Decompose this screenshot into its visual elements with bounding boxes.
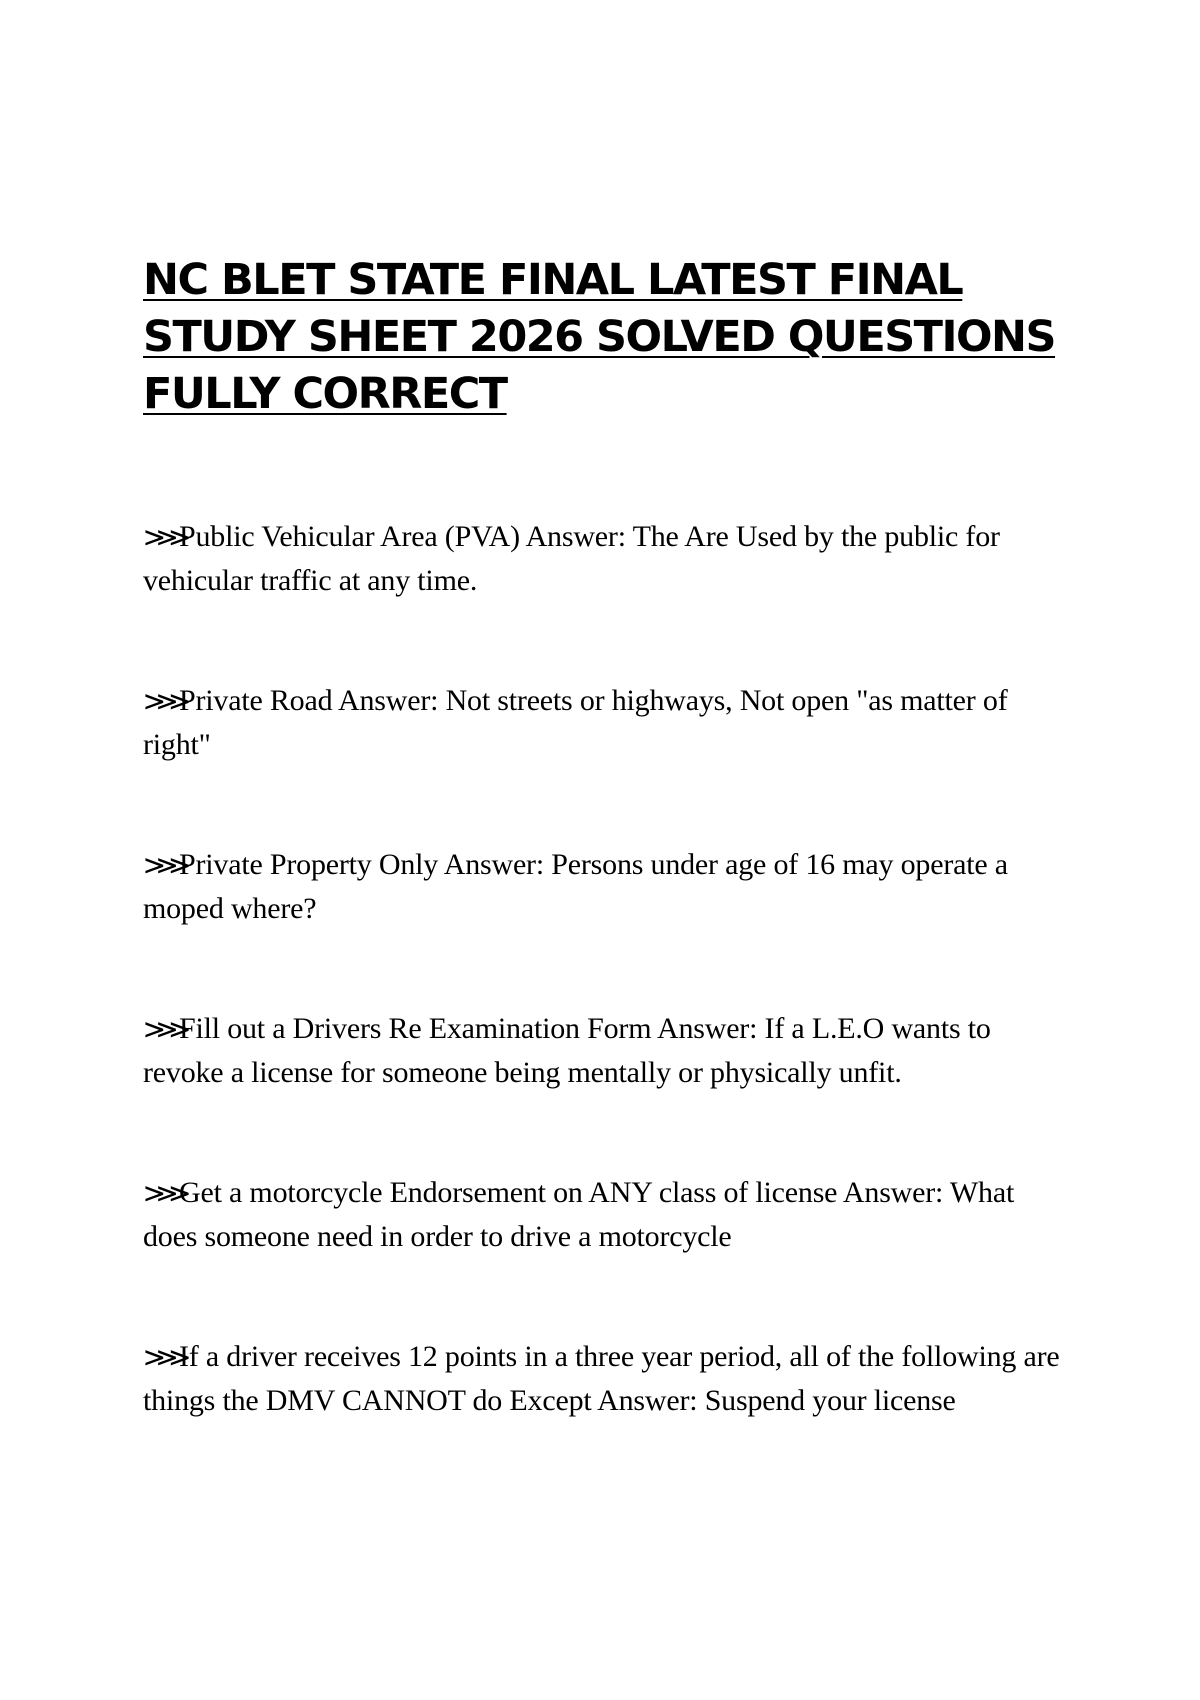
qa-item-4 (143, 1007, 1063, 1094)
qa-text: Private Road Answer: Not streets or highways, Not open "as matter of right" (143, 684, 1008, 761)
qa-item-6 (143, 1335, 1063, 1422)
qa-text: Get a motorcycle Endorsement on ANY class of license Answer: What does someone need in order to drive a motorcycle (143, 1176, 1015, 1253)
arrow-bullet-icon: ⋙ (143, 687, 191, 716)
qa-text: If a driver receives 12 points in a three year period, all of the following are things the DMV CANNOT do Except Answer: Suspend your license (143, 1340, 1060, 1417)
arrow-bullet-icon: ⋙ (143, 1015, 191, 1044)
qa-item-5 (143, 1171, 1063, 1258)
qa-list (143, 515, 1063, 1499)
qa-text: Private Property Only Answer: Persons under age of 16 may operate a moped where? (143, 848, 1008, 925)
qa-item-3 (143, 843, 1063, 930)
title-line-3: FULLY CORRECT (143, 369, 507, 419)
arrow-bullet-icon: ⋙ (143, 1343, 191, 1372)
title-line-2: STUDY SHEET 2026 SOLVED QUESTIONS (143, 312, 1056, 362)
qa-item-1 (143, 515, 1063, 602)
document-title (143, 252, 1083, 423)
qa-text: Public Vehicular Area (PVA) Answer: The Are Used by the public for vehicular traffic at any time. (143, 520, 1000, 597)
title-line-1: NC BLET STATE FINAL LATEST FINAL (143, 255, 963, 305)
qa-text: Fill out a Drivers Re Examination Form Answer: If a L.E.O wants to revoke a license for someone being mentally or physically unfit. (143, 1012, 991, 1089)
arrow-bullet-icon: ⋙ (143, 523, 191, 552)
arrow-bullet-icon: ⋙ (143, 851, 191, 880)
arrow-bullet-icon: ⋙ (143, 1179, 191, 1208)
qa-item-2 (143, 679, 1063, 766)
